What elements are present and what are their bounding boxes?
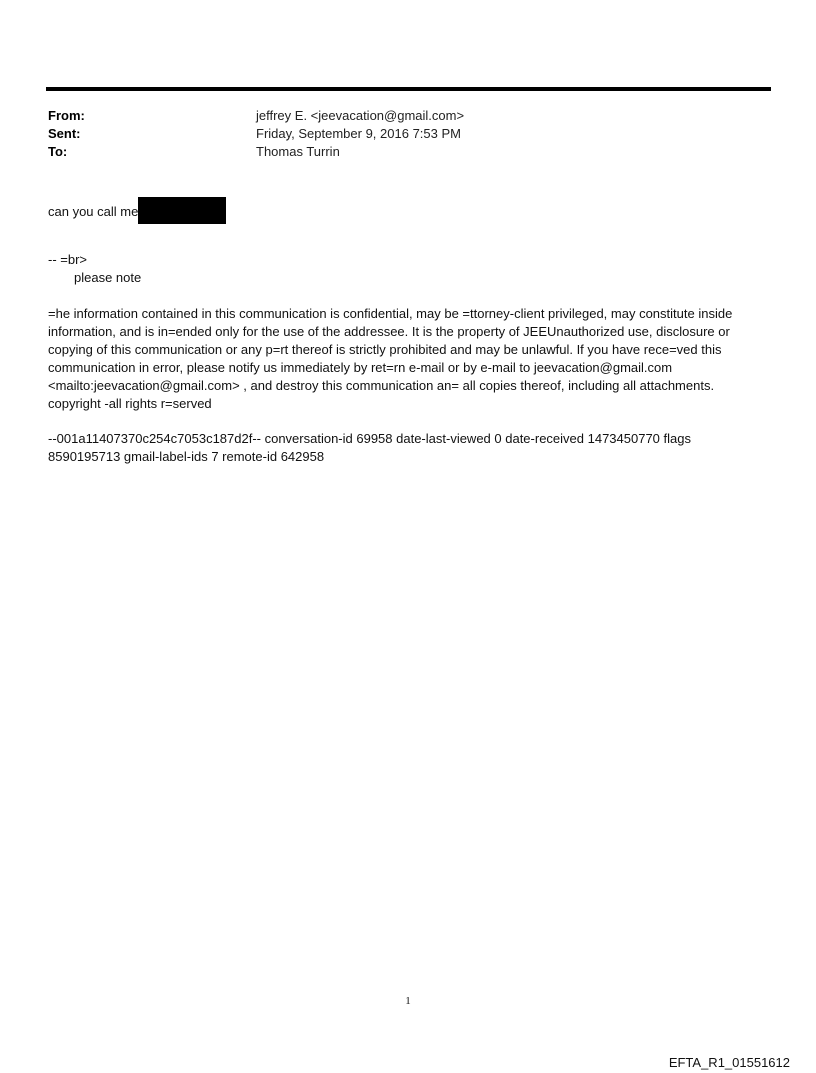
redaction-box [138,197,226,224]
message-metadata: --001a11407370c254c7053c187d2f-- conversation-id 69958 date-last-viewed 0 date-received 1473450770 flags 8590195713 gmail-label-ids 7 remote-id 642958 [48,431,691,464]
from-row [48,107,748,125]
confidentiality-disclaimer: =he information contained in this communication is confidential, may be =ttorney-client privileged, may constitute inside information, and is in=ended only for the use of the addressee. It is the property of JEEUnauthorized use, disclosure or copying of this communication or any p=rt thereof is strictly prohibited and may be unlawful. If you have rece=ved this communication in error, please notify us immediately by ret=rn e-mail or by e-mail to jeevacation@gmail.com <mailto:jeevacation@gmail.com> , and destroy this communication an= all copies thereof, including all attachments. copyright -all rights r=served [48,306,733,411]
header-divider [46,87,771,91]
sent-value: Friday, September 9, 2016 7:53 PM [256,126,461,141]
message-text: can you call me [48,203,139,219]
please-note-text: please note [74,270,142,285]
to-row [48,143,748,161]
message-line [48,198,226,225]
to-label: To: [48,144,68,159]
document-id: EFTA_R1_01551612 [668,1055,790,1070]
sent-row [48,125,748,143]
email-header [48,107,748,161]
to-value: Thomas Turrin [256,144,340,159]
from-value: jeffrey E. <jeevacation@gmail.com> [256,108,465,123]
page-number: 1 [405,995,411,1007]
sent-label: Sent: [48,126,81,141]
signature-separator: -- =br> [48,252,88,267]
from-label: From: [48,108,85,123]
